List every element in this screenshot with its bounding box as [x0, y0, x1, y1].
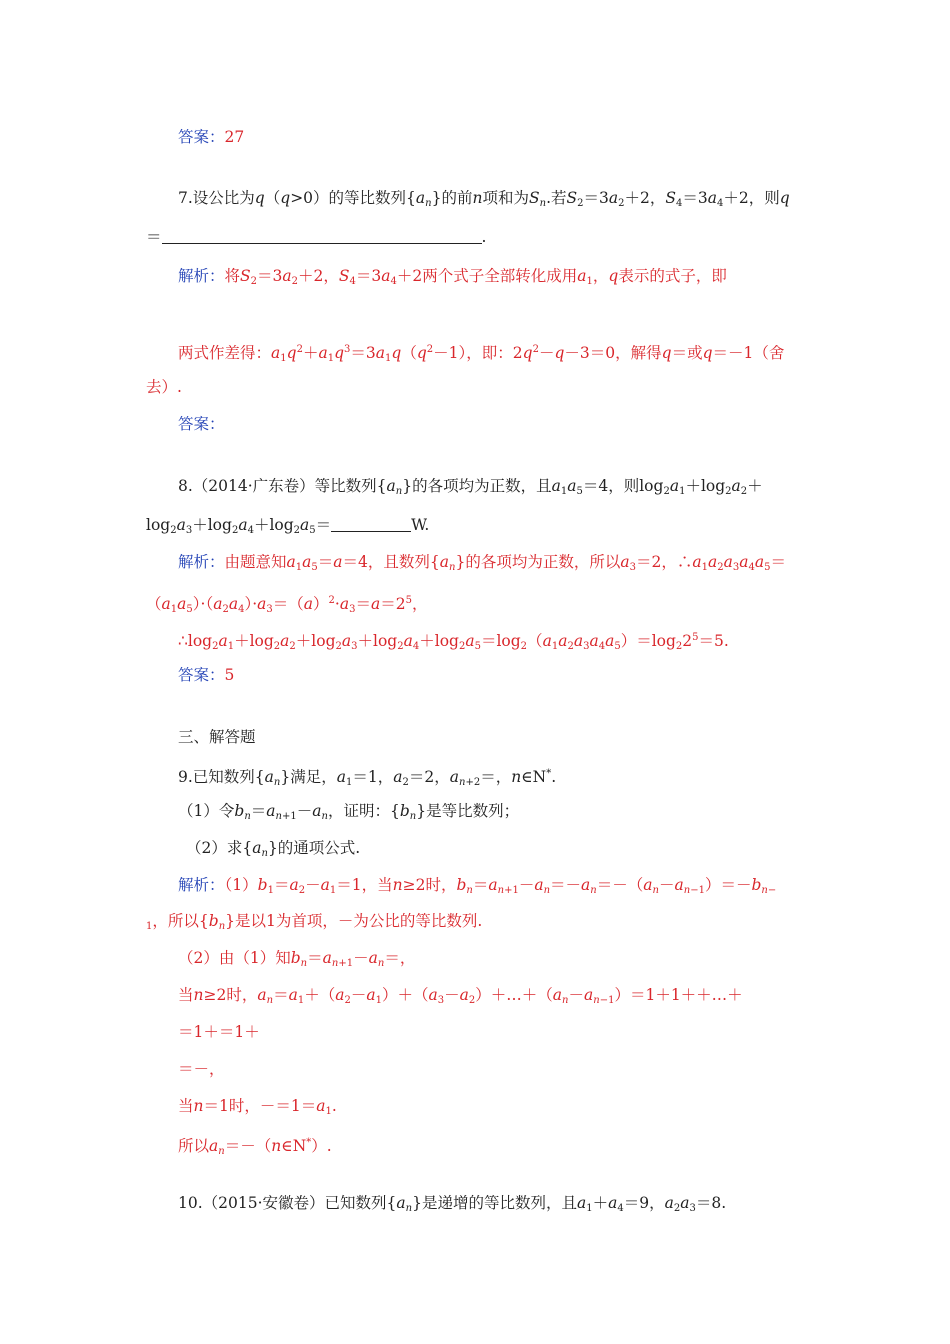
- analysis-7-line-1: 解析：将$S_2=3a_2+2$，$S_4=3a_4+2$两个式子全部转化成用$a_1$，q表示的式子，即: [178, 267, 727, 287]
- section-heading: 三、解答题: [178, 728, 256, 746]
- question-8-line-1: 8.（2014·广东卷）等比数列$\{a_n\}$的各项均为正数，且$a_1a_5=4$，则$\log_2a_1+\log_2a_2+$: [178, 477, 763, 497]
- analysis-9-line-5: ＝1＋＝1＋: [178, 1023, 260, 1041]
- analysis-9-line-6: ＝－，: [178, 1060, 225, 1078]
- question-7-line-2: ＝ .: [146, 228, 487, 246]
- analysis-9-line-8: 所以$a_n=-(n\in N^*)$.: [178, 1137, 332, 1157]
- question-9-part-2: （2）求$\{a_n\}$的通项公式.: [186, 839, 361, 859]
- question-10-line-1: 10.（2015·安徽卷）已知数列$\{a_n\}$是递增的等比数列，且$a_1+a_4=9$，$a_2a_3=8$.: [178, 1194, 727, 1214]
- analysis-7-line-3: 去）.: [146, 378, 182, 396]
- analysis-7-line-2: 两式作差得：$a_1q^2+a_1q^3=3a_1q(q^2-1)$，即：$2q^2-q-3=0$，解得q＝或q＝－1（舍: [178, 344, 785, 364]
- answer-blank[interactable]: [331, 517, 411, 532]
- answer-label: 答案：: [178, 128, 225, 146]
- answer-line: [178, 126, 244, 148]
- analysis-9-line-7: 当n＝1时，$-=1=a_1$.: [178, 1097, 337, 1117]
- question-9-part-1: （1）令$b_n=a_{n+1}-a_n$，证明：$\{b_n\}$是等比数列；: [178, 802, 520, 822]
- answer-value: 27: [224, 128, 245, 146]
- analysis-8-line-1: 解析：由题意知$a_1a_5=a=4$，且数列$\{a_n\}$的各项均为正数，所以$a_3=2$，$\therefore a_1a_2a_3a_4a_5=$: [178, 553, 786, 573]
- answer-7-line: 答案：: [178, 415, 225, 433]
- answer-blank[interactable]: [162, 229, 482, 244]
- question-8-line-2: $\log_2a_3+\log_2a_4+\log_2a_5= W$.: [146, 516, 430, 536]
- question-7-line-1: 7.设公比为q（q>0）的等比数列$\{a_n\}$的前n项和为$S_n$.若$S_2=3a_2+2$，$S_4=3a_4+2$，则q: [178, 189, 790, 209]
- analysis-8-line-2: $(a_1a_5)\cdot(a_2a_4)\cdot a_3=(a)^2\cdot a_3=a=2^5$，: [146, 595, 428, 615]
- analysis-9-line-2: $_1$，所以$\{b_n\}$是以1为首项，－为公比的等比数列.: [146, 912, 483, 932]
- question-9-line-1: 9.已知数列$\{a_n\}$满足，$a_1=1$，$a_2=2$，$a_{n+2}=$，n∈N*.: [178, 768, 557, 788]
- analysis-9-line-4: 当n≥2时，$a_n=a_1+(a_2-a_1)+(a_3-a_2)+\dots+(a_n-a_{n-1})=1+1++\dots+$: [178, 986, 743, 1006]
- analysis-9-line-3: （2）由（1）知$b_n=a_{n+1}-a_n=$，: [178, 949, 416, 969]
- analysis-9-line-1: 解析：$(1)b_1=a_2-a_1=1$，当n≥2时，$b_n=a_{n+1}-a_n=-a_n=-(a_n-a_{n-1})=-b_{n-}$: [178, 876, 777, 896]
- answer-8-line: 答案：5: [178, 666, 235, 684]
- analysis-8-line-3: $\therefore\log_2a_1+\log_2a_2+\log_2a_3+\log_2a_4+\log_2a_5=\log_2(a_1a_2a_3a_4a_5)=\log_22^5=5$.: [178, 632, 729, 652]
